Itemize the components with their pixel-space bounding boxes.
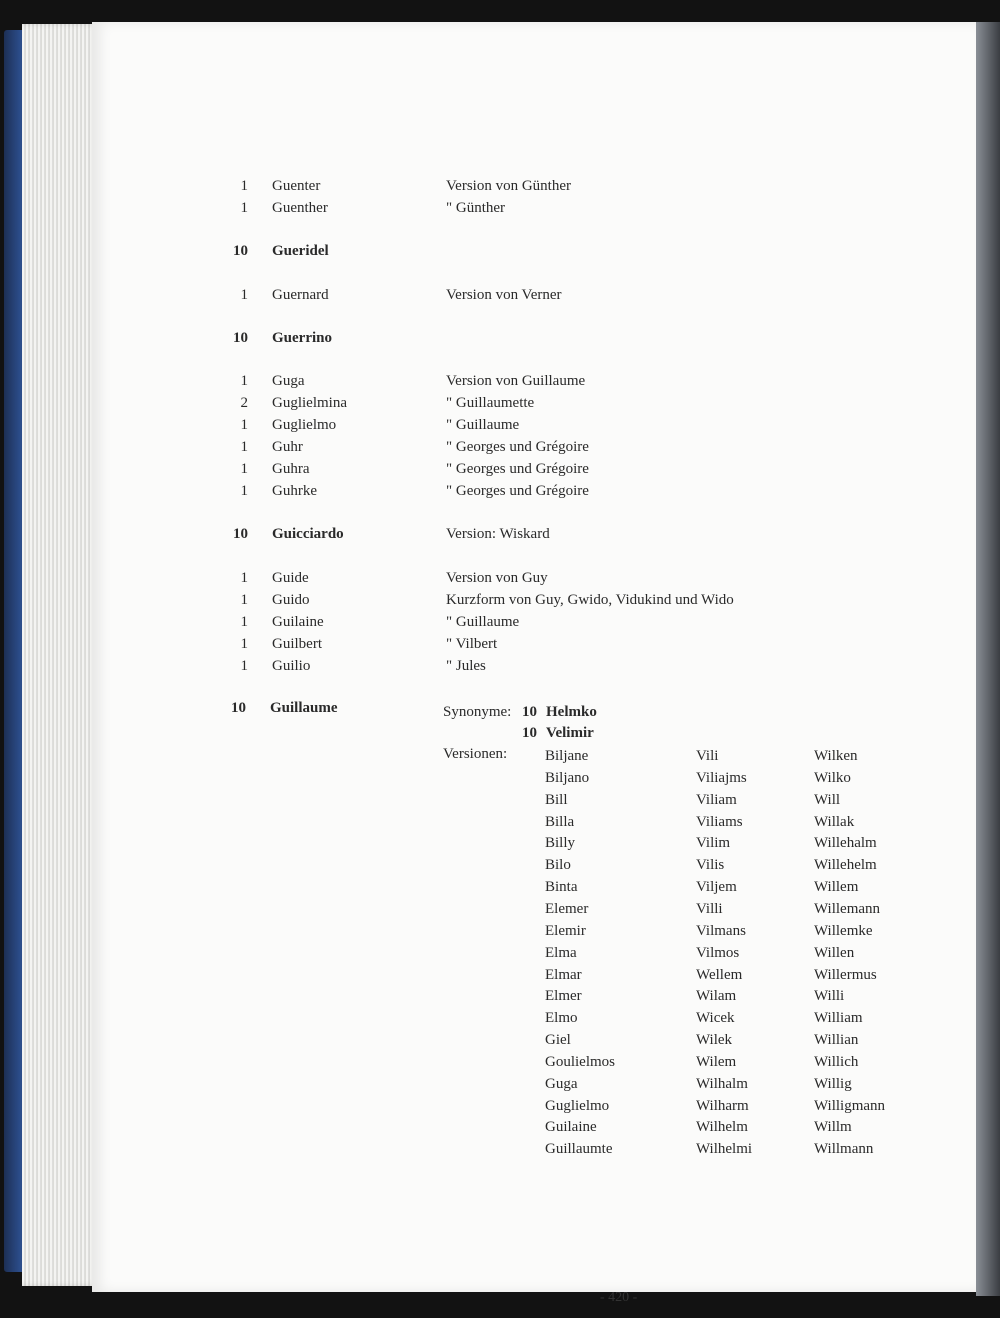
version-name: Vilim [696,835,731,852]
entry-count: 10 [233,243,248,259]
book-page [92,22,976,1305]
entry-info: Version von Günther [446,178,571,194]
entry-name: Guerrino [272,330,332,346]
version-name: Goulielmos [545,1053,615,1070]
entry-count: 1 [240,417,248,433]
version-name: Wilhelm [696,1119,748,1136]
entry-name: Guilbert [272,636,322,652]
entry-name: Gueridel [272,243,329,259]
version-name: Wilharm [696,1097,749,1114]
entry-count: 1 [240,178,248,194]
version-name: Biljane [545,748,589,764]
entry-info: " Günther [446,200,506,216]
synonym-count: 10 [522,704,537,720]
version-name: Willig [814,1075,852,1092]
version-name: William [814,1010,863,1027]
version-name: Biljano [545,769,590,786]
versionen-label: Versionen: [443,746,508,762]
entry-name: Guenter [272,178,321,194]
version-name: Bilo [545,857,571,874]
version-name: Wilhelmi [696,1141,753,1158]
version-name: Will [814,791,841,808]
version-name: Binta [545,879,578,896]
version-name: Willehelm [814,857,877,874]
entry-name: Guhrke [272,483,317,499]
entry-info: " Georges und Grégoire [446,439,589,455]
version-name: Wilam [696,988,737,1005]
entry-info: " Georges und Grégoire [446,461,589,477]
version-name: Willian [814,1032,859,1049]
entry-name: Guilaine [272,614,324,630]
version-name: Vilmos [696,944,740,961]
version-name: Elemir [545,922,586,939]
entry-count: 1 [240,570,248,586]
entry-info: " Jules [446,658,486,674]
entry-count: 1 [240,658,248,674]
entry-count: 1 [240,287,248,303]
entry-count: 1 [240,439,248,455]
entry-name: Guicciardo [272,526,344,542]
version-name: Willich [814,1053,859,1070]
version-name: Elmo [545,1010,578,1027]
version-name: Wilhalm [696,1075,748,1092]
version-name: Willm [814,1119,852,1136]
entry-count: 10 [231,700,246,716]
synonym-name: Helmko [546,704,597,720]
entry-count: 1 [240,461,248,477]
version-name: Billa [545,813,575,830]
version-name: Elemer [545,900,589,917]
entry-name: Guide [272,570,309,586]
version-name: Guillaumte [545,1141,613,1158]
entry-info: Version von Verner [446,287,562,303]
entry-count: 1 [240,636,248,652]
version-name: Villi [696,900,723,917]
synonym-count: 10 [522,725,537,741]
version-name: Viljem [696,879,737,896]
version-name: Vilmans [696,922,746,939]
version-name: Willehalm [814,835,877,852]
version-name: Wicek [696,1010,735,1027]
entry-name: Guglielmo [272,417,337,433]
entry-name: Guhr [272,439,303,455]
version-name: Elma [545,944,577,961]
version-name: Vili [696,748,719,764]
version-name: Willemke [814,922,873,939]
entry-name: Guernard [272,287,329,303]
entry-info: Kurzform von Guy, Gwido, Vidukind und Wido [446,592,734,608]
synonym-name: Velimir [546,725,594,741]
entry-count: 1 [240,483,248,499]
version-name: Vilis [696,857,725,874]
entry-name: Guga [272,373,305,389]
version-name: Billy [545,835,576,852]
version-name: Willermus [814,966,877,983]
version-name: Wilko [814,769,851,786]
version-name: Guglielmo [545,1097,610,1114]
version-name: Elmer [545,988,582,1005]
version-name: Willi [814,988,845,1005]
entry-count: 1 [240,614,248,630]
version-name: Guga [545,1075,578,1092]
entry-info: " Guillaumette [446,395,535,411]
entry-name: Guenther [272,200,328,216]
entry-count: 1 [240,200,248,216]
entry-name: Guilio [272,658,311,674]
page-number: - 420 - [600,1290,638,1305]
version-name: Willen [814,944,855,961]
synonyme-label: Synonyme: [443,704,512,720]
entry-name: Guido [272,592,310,608]
version-name: Willigmann [814,1097,886,1114]
version-name: Willmann [814,1141,874,1158]
version-name: Bill [545,791,568,808]
entry-name: Guglielmina [272,395,347,411]
entry-info: Version von Guy [446,570,548,586]
entry-info: " Guillaume [446,417,520,433]
version-name: Viliajms [696,769,747,786]
version-name: Elmar [545,966,582,983]
version-name: Willem [814,879,859,896]
entry-info: Version: Wiskard [446,526,550,542]
entry-name: Guhra [272,461,310,477]
entry-count: 10 [233,330,248,346]
version-name: Willak [814,813,855,830]
page-edges [22,24,98,1286]
entry-info: " Georges und Grégoire [446,483,589,499]
entry-name: Guillaume [270,700,338,716]
entry-count: 1 [240,373,248,389]
version-name: Giel [545,1032,571,1049]
entry-count: 10 [233,526,248,542]
entry-info: " Guillaume [446,614,520,630]
version-name: Viliam [696,791,737,808]
version-name: Wellem [696,966,743,983]
version-name: Wilem [696,1053,737,1070]
version-name: Guilaine [545,1119,597,1136]
version-name: Wilek [696,1032,733,1049]
facing-page-edge [976,22,1000,1296]
entry-info: " Vilbert [446,636,498,652]
version-name: Wilken [814,748,858,764]
entry-count: 2 [240,395,248,411]
entry-count: 1 [240,592,248,608]
version-name: Viliams [696,813,743,830]
version-name: Willemann [814,900,881,917]
entry-info: Version von Guillaume [446,373,586,389]
